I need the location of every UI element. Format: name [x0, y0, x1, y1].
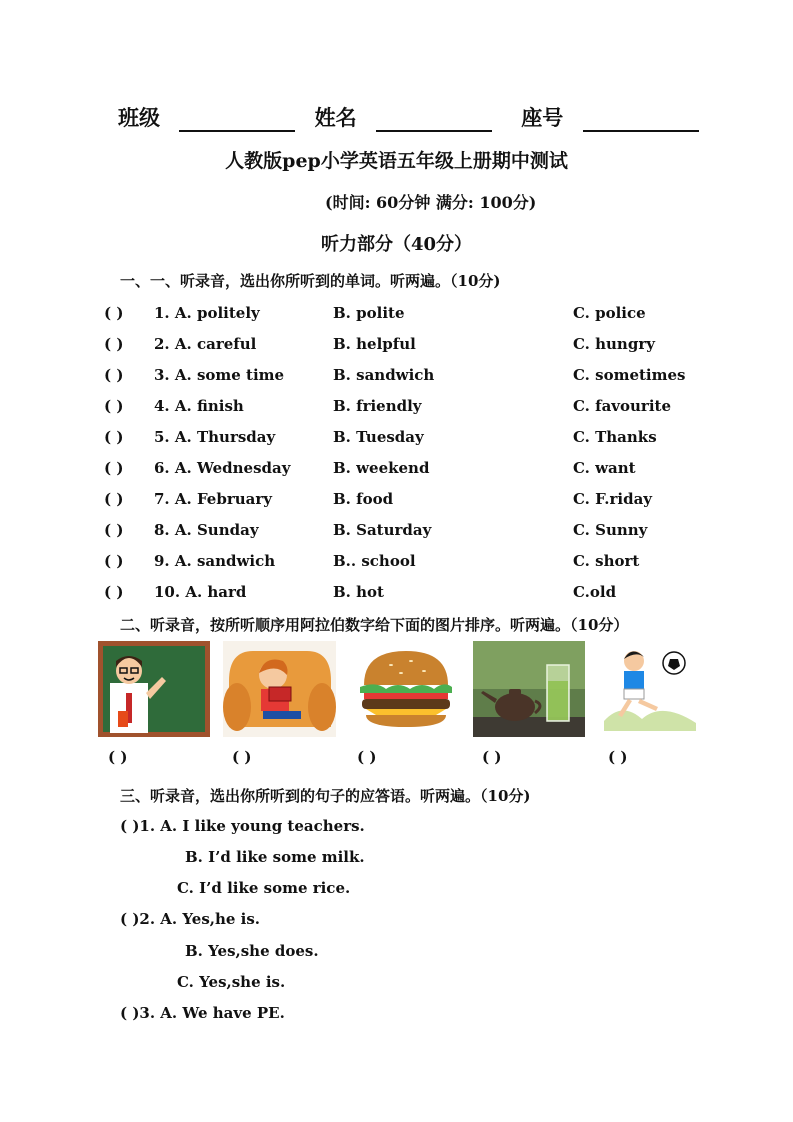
armchair-left-arm [223, 683, 251, 731]
option-a: 4. A. finish [154, 397, 244, 415]
question-row [104, 428, 724, 450]
sesame [422, 670, 426, 672]
student-info-line [118, 102, 699, 132]
boy-leg-right [638, 699, 658, 711]
question-row [104, 397, 724, 419]
option-b: B. sandwich [333, 366, 435, 384]
bottom-bun [366, 715, 446, 727]
section3-heading: 三、听录音，选出你所听到的句子的应答语。听两遍。（10分) [120, 787, 531, 805]
option-c: C. want [573, 459, 636, 477]
answer-blank[interactable]: ( ) [104, 552, 124, 570]
section1-heading: 一、一、听录音，选出你所听到的单词。听两遍。（10分) [120, 272, 501, 290]
cheese [366, 709, 446, 715]
option-b: B. Saturday [333, 521, 432, 539]
option-c: C. Thanks [573, 428, 657, 446]
answer-blank[interactable]: ( ) [104, 583, 124, 601]
teacher-book [118, 711, 128, 727]
answer-blank[interactable]: ( ) [104, 428, 124, 446]
option-c: C. favourite [573, 397, 671, 415]
question-row [104, 552, 724, 574]
teapot-body [495, 693, 535, 721]
tea-picture [473, 641, 585, 737]
grass [604, 710, 696, 731]
option-b: B. helpful [333, 335, 416, 353]
soccer-boy-picture [602, 641, 698, 737]
question-row [104, 366, 724, 388]
option-b: B. food [333, 490, 394, 508]
teacher-picture [98, 641, 210, 737]
class-label: 班级 [118, 105, 160, 130]
option-c: C. hungry [573, 335, 655, 353]
top-bun [364, 651, 448, 685]
lettuce [360, 684, 452, 693]
question-row [104, 459, 724, 481]
option-b: B. Tuesday [333, 428, 424, 446]
option-a: 5. A. Thursday [154, 428, 276, 446]
book [269, 687, 291, 701]
option-c: C. police [573, 304, 646, 322]
question-2-option-c: C. Yes,she is. [177, 973, 286, 991]
answer-blank[interactable]: ( ) [104, 366, 124, 384]
option-a: 2. A. careful [154, 335, 257, 353]
seat-label: 座号 [521, 105, 564, 130]
sesame [399, 672, 403, 674]
question-2-option-b: B. Yes,she does. [185, 942, 319, 960]
section2-heading: 二、听录音，按所听顺序用阿拉伯数字给下面的图片排序。听两遍。（10分） [120, 616, 629, 634]
option-c: C. F.riday [573, 490, 653, 508]
option-b: B. polite [333, 304, 405, 322]
question-row [104, 521, 724, 543]
boy-legs [263, 711, 301, 719]
option-c: C. Sunny [573, 521, 648, 539]
sesame [409, 660, 413, 662]
question-1-option-a: ( )1. A. I like young teachers. [120, 817, 365, 835]
answer-blank[interactable]: ( ) [104, 335, 124, 353]
patty [362, 699, 450, 709]
question-row [104, 583, 724, 605]
option-a: 10. A. hard [154, 583, 247, 601]
option-c: C.old [573, 583, 617, 601]
green-tea [548, 681, 568, 720]
picture-answer-blank[interactable]: ( ) [232, 748, 252, 766]
option-b: B. hot [333, 583, 384, 601]
name-label: 姓名 [314, 105, 357, 130]
question-row [104, 335, 724, 357]
picture-answer-blank[interactable]: ( ) [357, 748, 377, 766]
listening-title: 听力部分（40分） [320, 234, 473, 255]
seat-field[interactable] [583, 106, 699, 132]
option-a: 9. A. sandwich [154, 552, 276, 570]
question-1-option-b: B. I’d like some milk. [185, 848, 365, 866]
answer-blank[interactable]: ( ) [104, 521, 124, 539]
option-b: B.. school [333, 552, 416, 570]
option-a: 1. A. politely [154, 304, 260, 322]
page-title: 人教版pep小学英语五年级上册期中测试 [225, 150, 568, 172]
picture-answer-blank[interactable]: ( ) [608, 748, 628, 766]
answer-blank[interactable]: ( ) [104, 304, 124, 322]
picture-answer-blank[interactable]: ( ) [108, 748, 128, 766]
question-1-option-c: C. I’d like some rice. [177, 879, 351, 897]
question-row [104, 304, 724, 326]
tomato [364, 693, 448, 699]
question-2-option-a: ( )2. A. Yes,he is. [120, 910, 261, 928]
name-field[interactable] [376, 106, 492, 132]
reading-boy-picture [223, 641, 336, 737]
option-b: B. friendly [333, 397, 422, 415]
boy-shirt [624, 671, 644, 689]
picture-answer-blank[interactable]: ( ) [482, 748, 502, 766]
option-a: 7. A. February [154, 490, 272, 508]
teapot-lid [509, 689, 521, 695]
option-a: 6. A. Wednesday [154, 459, 291, 477]
option-c: C. sometimes [573, 366, 686, 384]
class-field[interactable] [179, 106, 295, 132]
hamburger-picture [356, 641, 456, 737]
answer-blank[interactable]: ( ) [104, 459, 124, 477]
option-a: 8. A. Sunday [154, 521, 259, 539]
sesame [389, 664, 393, 666]
option-c: C. short [573, 552, 640, 570]
armchair-right-arm [308, 683, 336, 731]
answer-blank[interactable]: ( ) [104, 397, 124, 415]
question-row [104, 490, 724, 512]
time-info: (时间: 60分钟 满分: 100分) [325, 193, 537, 212]
boy-shorts [624, 689, 644, 699]
answer-blank[interactable]: ( ) [104, 490, 124, 508]
option-a: 3. A. some time [154, 366, 285, 384]
question-3-option-a: ( )3. A. We have PE. [120, 1004, 285, 1022]
option-b: B. weekend [333, 459, 430, 477]
